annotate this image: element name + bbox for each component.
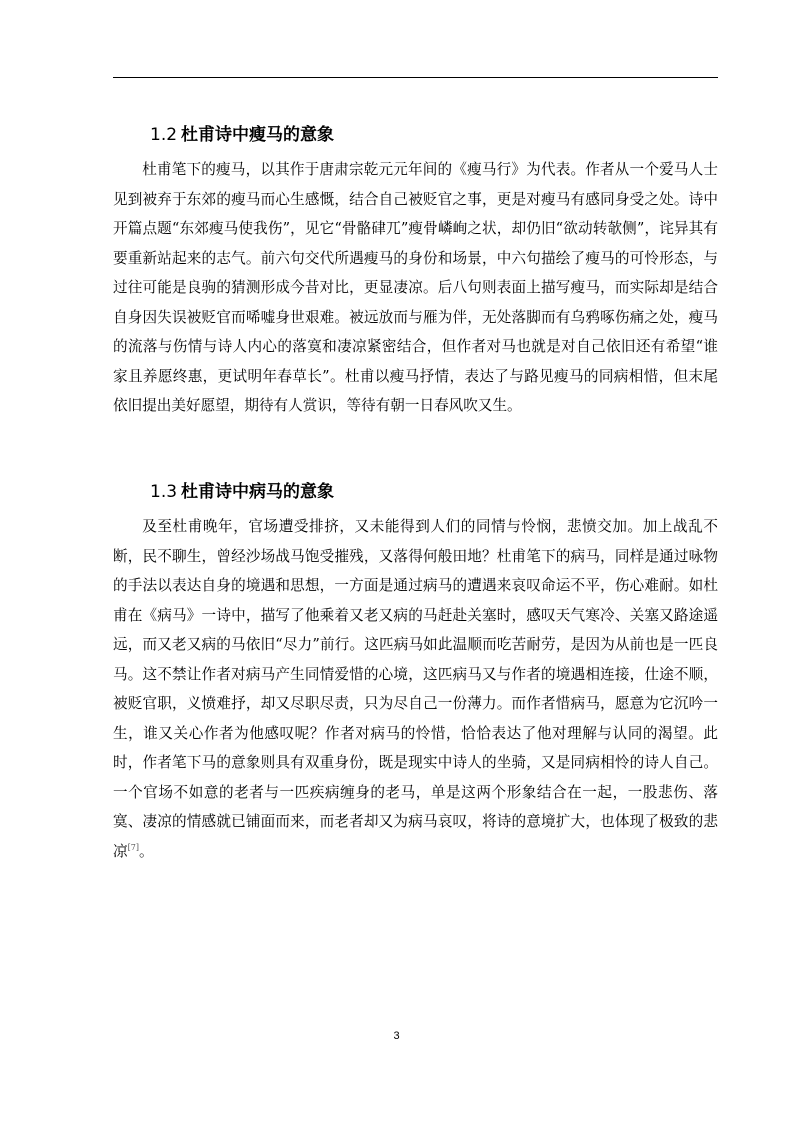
section-title: 杜甫诗中瘦马的意象 — [181, 125, 335, 145]
section-number: 1.2 — [150, 125, 178, 145]
section-title: 杜甫诗中病马的意象 — [181, 482, 335, 502]
header-rule — [113, 77, 718, 78]
citation-marker: [7] — [127, 842, 139, 852]
paragraph-thin-horse: 杜甫笔下的瘦马，以其作于唐肃宗乾元元年间的《瘦马行》为代表。作者从一个爱马人士见到被弃于东郊的瘦马而心生感慨，结合自己被贬官之事，更是对瘦马有感同身受之处。诗中开篇点题“东郊瘦马使我伤”，见它“骨骼硉兀”瘦骨嶙峋之状，却仍旧“欲动转欹侧”，诧异其有要重新站起来的志气。前六句交代所遇瘦马的身份和场景，中六句描绘了瘦马的可怜形态，与过往可能是良驹的猜测形成今昔对比，更显凄凉。后八句则表面上描写瘦马，而实际却是结合自身因失误被贬官而唏嘘身世艰难。被远放而与雁为伴，无处落脚而有乌鸦啄伤痛之处，瘦马的流落与伤情与诗人内心的落寞和凄凉紧密结合，但作者对马也就是对自己依旧还有希望“谁家且养愿终惠，更试明年春草长”。杜甫以瘦马抒情，表达了与路见瘦马的同病相惜，但末尾依旧提出美好愿望，期待有人赏识，等待有朝一日春风吹又生。 — [113, 161, 718, 414]
section-number: 1.3 — [150, 482, 178, 502]
paragraph-text: 及至杜甫晚年，官场遭受排挤，又未能得到人们的同情与怜悯，悲愤交加。加上战乱不断，民不聊生，曾经沙场战马饱受摧残，又落得何般田地？杜甫笔下的病马，同样是通过咏物的手法以表达自身的境遇和思想，一方面是通过病马的遭遇来哀叹命运不平，伤心难耐。如杜甫在《病马》一诗中，描写了他乘着又老又病的马赶赴关塞时，感叹天气寒冷、关塞又路途遥远，而又老又病的马依旧“尽力”前行。这匹病马如此温顺而吃苦耐劳，是因为从前也是一匹良马。这不禁让作者对病马产生同情爱惜的心境，这匹病马又与作者的境遇相连接，仕途不顺，被贬官职，义愤难抒，却又尽职尽责，只为尽自己一份薄力。而作者惜病马，愿意为它沉吟一生，谁又关心作者为他感叹呢？作者对病马的怜惜，恰恰表达了他对理解与认同的渴望。此时，作者笔下马的意象则具有双重身份，既是现实中诗人的坐骑，又是同病相怜的诗人自己。一个官场不如意的老者与一匹疾病缠身的老马，单是这两个形象结合在一起，一股悲伤、落寞、凄凉的情感就已铺面而来，而老者却又为病马哀叹，将诗的意境扩大，也体现了极致的悲凉 — [113, 518, 718, 860]
paragraph-ending: 。 — [138, 842, 154, 860]
section-heading-1-3 — [150, 481, 334, 503]
page-number: 3 — [393, 1030, 400, 1042]
section-heading-1-2 — [150, 124, 334, 146]
paragraph-sick-horse — [113, 512, 718, 866]
